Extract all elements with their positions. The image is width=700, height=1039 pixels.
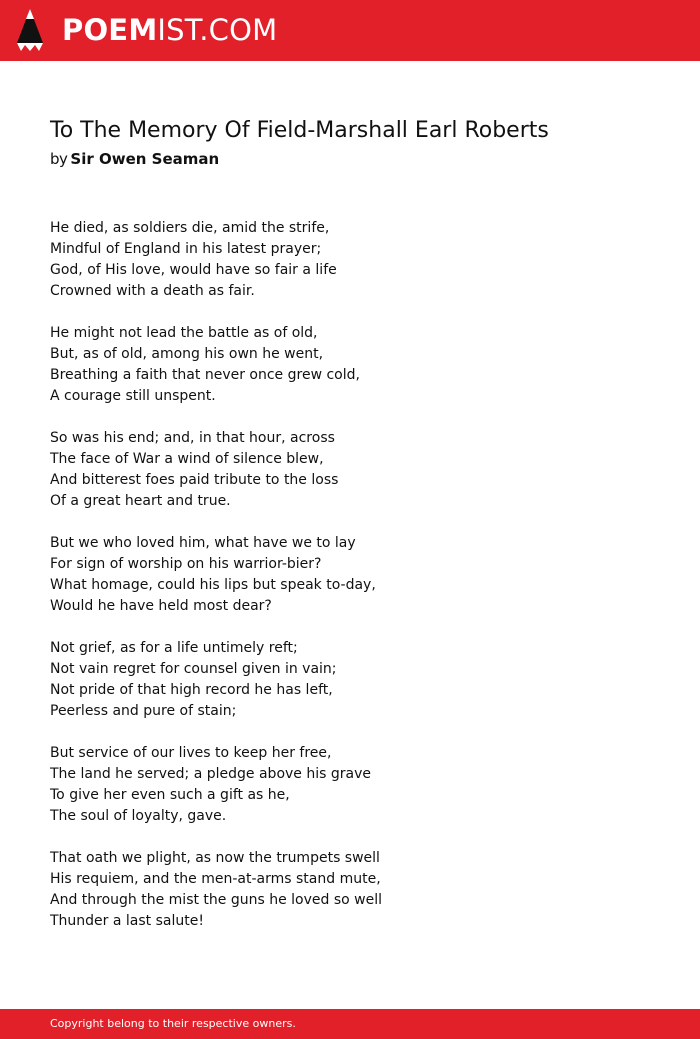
poem-line: For sign of worship on his warrior-bier?	[50, 556, 322, 572]
copyright-text: Copyright belong to their respective owners.	[50, 1017, 296, 1030]
poem-line: That oath we plight, as now the trumpets swell	[50, 850, 380, 866]
stanza	[50, 743, 650, 827]
poem-line: He might not lead the battle as of old,	[50, 325, 318, 341]
poem-line: Not grief, as for a life untimely reft;	[50, 640, 298, 656]
site-footer	[0, 1009, 700, 1039]
poem-line: What homage, could his lips but speak to-day,	[50, 577, 376, 593]
stanza	[50, 428, 650, 512]
poem-line: And bitterest foes paid tribute to the loss	[50, 472, 339, 488]
poem-line: But, as of old, among his own he went,	[50, 346, 324, 362]
poem-line: Breathing a faith that never once grew cold,	[50, 367, 360, 383]
poem-line: Thunder a last salute!	[50, 913, 204, 929]
poem-line: Would he have held most dear?	[50, 598, 272, 614]
poem-line: A courage still unspent.	[50, 388, 216, 404]
author-name: Sir Owen Seaman	[70, 150, 220, 168]
poem-line: To give her even such a gift as he,	[50, 787, 290, 803]
poem-line: But we who loved him, what have we to lay	[50, 535, 356, 551]
pencil-icon	[17, 9, 43, 51]
poem-line: Crowned with a death as fair.	[50, 283, 255, 299]
stanza	[50, 218, 650, 302]
poem-line: Not pride of that high record he has left,	[50, 682, 333, 698]
byline	[50, 149, 219, 169]
poem-line: And through the mist the guns he loved so well	[50, 892, 383, 908]
stanza	[50, 533, 650, 617]
poem-title: To The Memory Of Field-Marshall Earl Roberts	[50, 118, 549, 143]
logo-bold-text: POEM	[62, 13, 158, 47]
poem-line: But service of our lives to keep her free,	[50, 745, 332, 761]
site-logo[interactable]	[62, 12, 277, 48]
poem-line: Of a great heart and true.	[50, 493, 231, 509]
poem-line: Not vain regret for counsel given in vain;	[50, 661, 337, 677]
by-label: by	[50, 150, 68, 168]
poem-line: So was his end; and, in that hour, across	[50, 430, 335, 446]
stanza	[50, 323, 650, 407]
poem-body	[50, 218, 650, 953]
poem-line: Mindful of England in his latest prayer;	[50, 241, 322, 257]
site-header	[0, 0, 700, 61]
poem-line: The soul of loyalty, gave.	[50, 808, 227, 824]
poem-line: Peerless and pure of stain;	[50, 703, 237, 719]
stanza	[50, 638, 650, 722]
poem-line: He died, as soldiers die, amid the strife,	[50, 220, 330, 236]
poem-line: God, of His love, would have so fair a life	[50, 262, 337, 278]
stanza	[50, 848, 650, 932]
poem-line: The land he served; a pledge above his grave	[50, 766, 371, 782]
poem-line: His requiem, and the men-at-arms stand mute,	[50, 871, 381, 887]
poem-line: The face of War a wind of silence blew,	[50, 451, 324, 467]
logo-light-text: IST.COM	[157, 13, 278, 47]
